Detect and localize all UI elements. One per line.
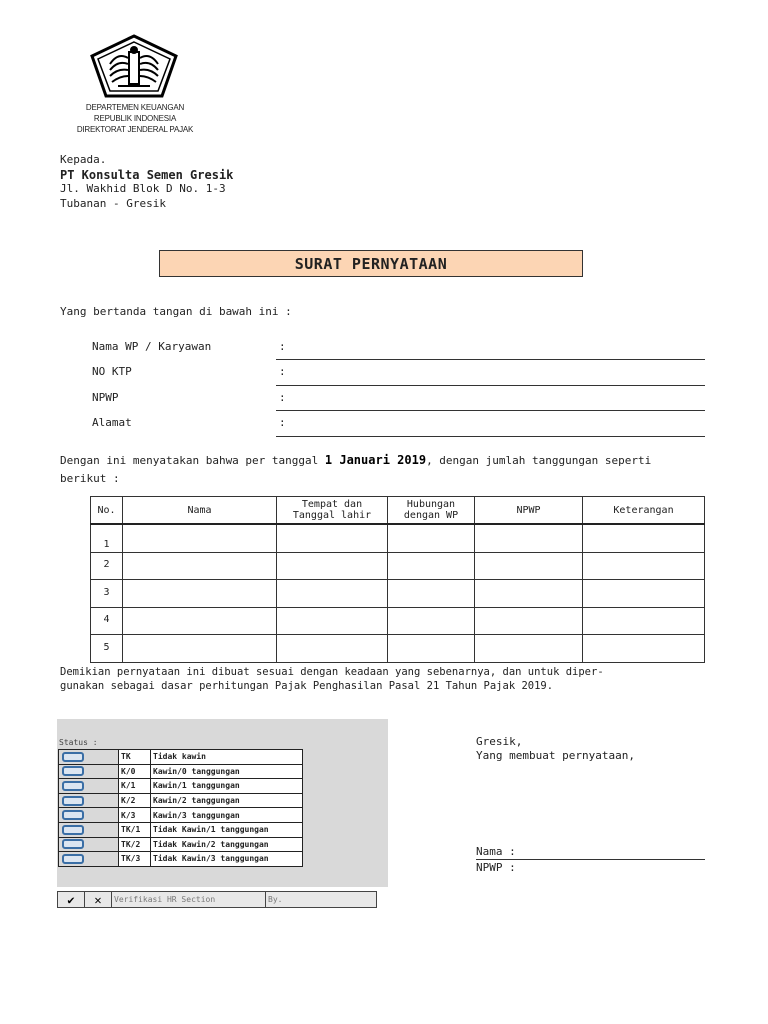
status-checkbox-cell[interactable]	[59, 808, 119, 823]
closing-text: Demikian pernyataan ini dibuat sesuai dengan keadaan yang sebenarnya, dan untuk diper- gunakan sebagai dasar perhitungan Pajak Penghasilan Pasal 21 Tahun Pajak 2019.	[60, 666, 604, 692]
dependents-table	[90, 496, 705, 663]
checkbox-icon[interactable]	[62, 854, 84, 864]
field-colon-address: :	[279, 416, 286, 429]
intro-text: Yang bertanda tangan di bawah ini :	[60, 305, 292, 318]
cell-relation[interactable]	[388, 607, 475, 635]
header-birth: Tempat dan Tanggal lahir	[277, 497, 388, 525]
header-name: Nama	[123, 497, 277, 525]
cell-name[interactable]	[123, 552, 277, 580]
status-checkbox-cell[interactable]	[59, 779, 119, 794]
field-colon-npwp: :	[279, 391, 286, 404]
status-option[interactable]	[59, 852, 303, 867]
status-checkbox-cell[interactable]	[59, 837, 119, 852]
status-option[interactable]	[59, 793, 303, 808]
cell-npwp[interactable]	[475, 607, 583, 635]
status-code: TK/2	[119, 837, 151, 852]
status-code: TK/1	[119, 822, 151, 837]
verification-row	[57, 891, 377, 908]
field-label-npwp: NPWP	[92, 391, 119, 404]
signature-maker: Yang membuat pernyataan,	[476, 748, 635, 762]
status-checkbox-cell[interactable]	[59, 822, 119, 837]
status-option[interactable]	[59, 750, 303, 765]
field-line-name[interactable]	[276, 359, 705, 360]
table-row	[91, 607, 705, 635]
checkbox-icon[interactable]	[62, 796, 84, 806]
cell-relation[interactable]	[388, 524, 475, 552]
cell-name[interactable]	[123, 524, 277, 552]
cell-name[interactable]	[123, 607, 277, 635]
header-no: No.	[91, 497, 123, 525]
table-row	[91, 524, 705, 552]
dependents-header-row	[91, 497, 705, 525]
status-desc: Kawin/0 tanggungan	[151, 764, 303, 779]
cell-npwp[interactable]	[475, 552, 583, 580]
status-desc: Tidak Kawin/2 tanggungan	[151, 837, 303, 852]
recipient-company: PT Konsulta Semen Gresik	[60, 167, 234, 182]
statement-text	[60, 451, 700, 488]
status-option[interactable]	[59, 837, 303, 852]
status-checkbox-cell[interactable]	[59, 764, 119, 779]
checkbox-icon[interactable]	[62, 766, 84, 776]
checkbox-icon[interactable]	[62, 810, 84, 820]
status-code: K/2	[119, 793, 151, 808]
cell-notes[interactable]	[583, 635, 705, 663]
status-code: TK	[119, 750, 151, 765]
status-desc: Tidak Kawin/1 tanggungan	[151, 822, 303, 837]
agency-line-1: DEPARTEMEN KEUANGAN	[85, 103, 185, 112]
row-number: 4	[91, 607, 123, 635]
cell-notes[interactable]	[583, 607, 705, 635]
recipient-salutation: Kepada.	[60, 153, 107, 166]
signature-npwp-label: NPWP :	[476, 861, 516, 874]
header-npwp: NPWP	[475, 497, 583, 525]
status-desc: Tidak kawin	[151, 750, 303, 765]
field-line-address[interactable]	[276, 436, 705, 437]
cell-birth[interactable]	[277, 607, 388, 635]
cell-notes[interactable]	[583, 580, 705, 608]
status-options	[58, 749, 303, 867]
agency-line-2: REPUBLIK INDONESIA	[93, 114, 177, 123]
status-label: Status :	[59, 738, 98, 747]
cell-notes[interactable]	[583, 524, 705, 552]
field-label-address: Alamat	[92, 416, 132, 429]
statement-date: 1 Januari 2019	[324, 453, 427, 467]
table-row	[91, 552, 705, 580]
field-line-npwp[interactable]	[276, 410, 705, 411]
cell-notes[interactable]	[583, 552, 705, 580]
cell-birth[interactable]	[277, 635, 388, 663]
header-notes: Keterangan	[583, 497, 705, 525]
status-code: K/0	[119, 764, 151, 779]
verification-by[interactable]: By.	[266, 892, 377, 908]
agency-name	[60, 102, 210, 135]
signature-line[interactable]	[476, 859, 705, 860]
cell-relation[interactable]	[388, 635, 475, 663]
cell-relation[interactable]	[388, 580, 475, 608]
cell-npwp[interactable]	[475, 635, 583, 663]
cell-name[interactable]	[123, 635, 277, 663]
row-number: 5	[91, 635, 123, 663]
cell-relation[interactable]	[388, 552, 475, 580]
djp-logo	[88, 34, 180, 98]
table-row	[91, 635, 705, 663]
statement-before: Dengan ini menyatakan bahwa per tanggal	[60, 454, 325, 467]
status-code: K/1	[119, 779, 151, 794]
signature-name-label: Nama :	[476, 845, 516, 858]
cell-name[interactable]	[123, 580, 277, 608]
status-code: TK/3	[119, 852, 151, 867]
status-desc: Kawin/1 tanggungan	[151, 779, 303, 794]
status-checkbox-cell[interactable]	[59, 750, 119, 765]
status-desc: Tidak Kawin/3 tanggungan	[151, 852, 303, 867]
status-option[interactable]	[59, 764, 303, 779]
row-number: 1	[91, 524, 123, 552]
field-label-name: Nama WP / Karyawan	[92, 340, 212, 353]
signature-block	[476, 735, 635, 762]
agency-line-3: DIREKTORAT JENDERAL PAJAK	[76, 125, 194, 134]
row-number: 3	[91, 580, 123, 608]
recipient-address-2: Tubanan - Gresik	[60, 196, 166, 210]
check-icon[interactable]: ✔	[58, 892, 85, 908]
recipient-block	[60, 153, 233, 211]
status-option[interactable]	[59, 808, 303, 823]
cell-npwp[interactable]	[475, 580, 583, 608]
header-relation: Hubungan dengan WP	[388, 497, 475, 525]
field-colon-name: :	[279, 340, 286, 353]
recipient-address-1: Jl. Wakhid Blok D No. 1-3	[60, 182, 226, 195]
field-label-ktp: NO KTP	[92, 365, 132, 378]
checkbox-icon[interactable]	[62, 752, 84, 762]
checkbox-icon[interactable]	[62, 781, 84, 791]
cell-birth[interactable]	[277, 580, 388, 608]
cell-birth[interactable]	[277, 524, 388, 552]
statement-after: , dengan jumlah tanggungan seperti berikut :	[60, 454, 652, 485]
cell-npwp[interactable]	[475, 524, 583, 552]
checkbox-icon[interactable]	[62, 839, 84, 849]
status-code: K/3	[119, 808, 151, 823]
cell-birth[interactable]	[277, 552, 388, 580]
row-number: 2	[91, 552, 123, 580]
field-line-ktp[interactable]	[276, 385, 705, 386]
status-desc: Kawin/3 tanggungan	[151, 808, 303, 823]
status-checkbox-cell[interactable]	[59, 852, 119, 867]
status-checkbox-cell[interactable]	[59, 793, 119, 808]
table-row	[91, 580, 705, 608]
checkbox-icon[interactable]	[62, 825, 84, 835]
cross-icon[interactable]: ✕	[85, 892, 112, 908]
field-colon-ktp: :	[279, 365, 286, 378]
verification-label: Verifikasi HR Section	[112, 892, 266, 908]
status-desc: Kawin/2 tanggungan	[151, 793, 303, 808]
status-option[interactable]	[59, 822, 303, 837]
status-option[interactable]	[59, 779, 303, 794]
document-title: SURAT PERNYATAAN	[159, 250, 583, 277]
signature-place: Gresik,	[476, 735, 523, 748]
